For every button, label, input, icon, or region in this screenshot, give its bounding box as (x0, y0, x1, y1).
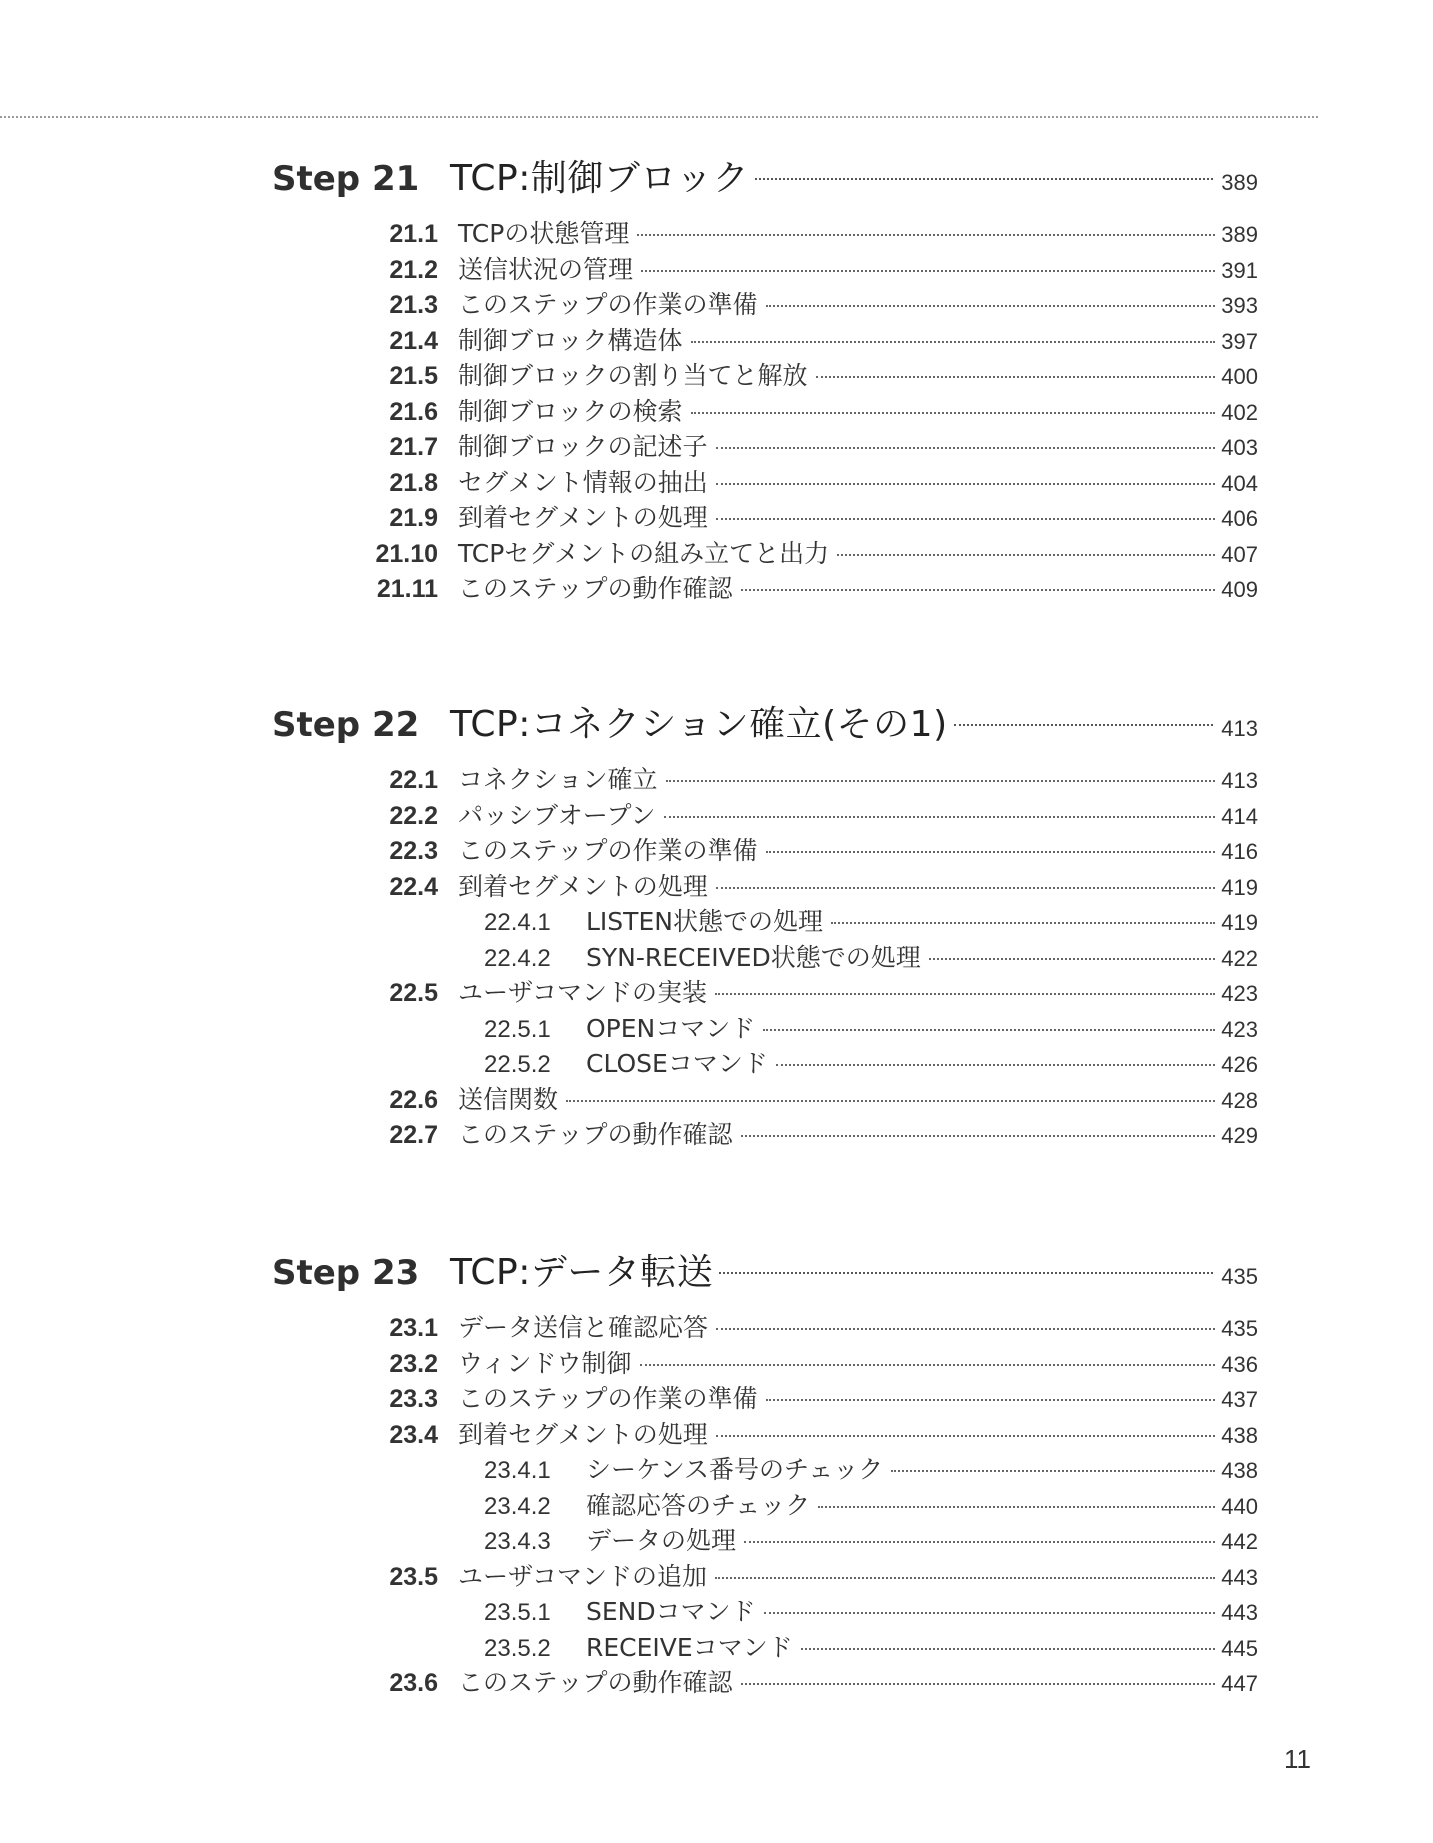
entry-page-number: 413 (1221, 768, 1258, 793)
toc-section-entry[interactable] (272, 392, 1258, 428)
dot-leader (766, 1399, 1216, 1401)
entry-page-number: 442 (1221, 1529, 1258, 1554)
entry-page-number: 400 (1221, 364, 1258, 389)
entry-number: 22.4 (389, 872, 438, 901)
entry-number: 23.4 (389, 1420, 438, 1449)
entry-page-number: 445 (1221, 1635, 1258, 1661)
entry-page-number: 406 (1221, 506, 1258, 531)
entry-page-number: 419 (1221, 910, 1258, 935)
entry-number: 21.6 (389, 397, 438, 426)
dot-leader (766, 851, 1216, 853)
entry-title: このステップの作業の準備 (458, 290, 758, 319)
toc-section-entry[interactable] (272, 867, 1258, 903)
entry-title: このステップの動作確認 (458, 574, 733, 603)
entry-page-number: 438 (1221, 1458, 1258, 1483)
entry-title: このステップの動作確認 (458, 1120, 733, 1149)
toc-section-entry[interactable] (272, 427, 1258, 463)
toc-section-entry[interactable] (272, 1308, 1258, 1344)
entry-page-number: 443 (1221, 1564, 1258, 1590)
toc-section-entry[interactable] (272, 1344, 1258, 1380)
toc-entry-list (272, 214, 1258, 605)
dot-leader (818, 1506, 1215, 1508)
entry-page-number: 403 (1221, 435, 1258, 460)
toc-step-section (272, 150, 1258, 605)
entry-title: 制御ブロック構造体 (458, 325, 683, 355)
dot-leader (801, 1648, 1216, 1650)
entry-number: 22.6 (389, 1085, 438, 1114)
entry-page-number: 391 (1221, 257, 1258, 283)
dot-leader (831, 922, 1215, 924)
entry-title: TCPの状態管理 (458, 219, 630, 248)
entry-page-number: 443 (1221, 1600, 1258, 1625)
dot-leader (716, 1435, 1216, 1437)
entry-title: このステップの作業の準備 (458, 836, 758, 865)
dot-leader (641, 270, 1215, 272)
entry-title: CLOSEコマンド (586, 1049, 768, 1078)
dot-leader (764, 1612, 1216, 1614)
entry-title: このステップの作業の準備 (458, 1384, 758, 1413)
toc-section-entry[interactable] (272, 569, 1258, 605)
step-heading[interactable] (272, 696, 1258, 750)
dot-leader (763, 1029, 1215, 1031)
dot-leader (715, 1577, 1215, 1579)
toc-section-entry[interactable] (272, 1080, 1258, 1116)
entry-title: 確認応答のチェック (586, 1490, 811, 1520)
entry-page-number: 402 (1221, 399, 1258, 425)
entry-title: データ送信と確認応答 (458, 1313, 709, 1342)
toc-section-entry[interactable] (272, 321, 1258, 357)
entry-page-number: 404 (1221, 470, 1258, 496)
entry-page-number: 438 (1221, 1422, 1258, 1448)
entry-number: 22.4.1 (484, 909, 551, 936)
dot-leader (719, 1272, 1213, 1274)
dot-leader (755, 178, 1213, 180)
entry-number: 21.4 (389, 326, 438, 355)
entry-page-number: 422 (1221, 945, 1258, 971)
dot-leader (716, 447, 1216, 449)
toc-step-section (272, 696, 1258, 1151)
entry-number: 23.6 (389, 1669, 438, 1697)
entry-number: 22.5 (389, 979, 438, 1007)
entry-title: 到着セグメントの処理 (458, 871, 708, 901)
entry-number: 23.5.2 (484, 1634, 551, 1662)
entry-number: 22.7 (389, 1121, 438, 1149)
dot-leader (816, 376, 1216, 378)
toc-section-entry[interactable] (272, 1663, 1258, 1699)
step-title: TCP:制御ブロック (450, 158, 750, 199)
toc-section-entry[interactable] (272, 1115, 1258, 1151)
dot-leader (716, 1328, 1215, 1330)
toc-section-entry[interactable] (272, 760, 1258, 796)
step-page-number: 389 (1221, 170, 1258, 195)
toc-section-entry[interactable] (272, 1379, 1258, 1415)
top-dotted-rule (0, 116, 1318, 118)
toc-section-entry[interactable] (272, 285, 1258, 321)
entry-number: 21.7 (389, 433, 438, 461)
dot-leader (741, 589, 1216, 591)
toc-section-entry[interactable] (272, 1415, 1258, 1451)
entry-title: 送信状況の管理 (458, 254, 634, 284)
entry-title: RECEIVEコマンド (586, 1632, 793, 1662)
toc-section-entry[interactable] (272, 973, 1258, 1009)
entry-page-number: 393 (1221, 293, 1258, 318)
dot-leader (776, 1064, 1215, 1066)
dot-leader (954, 724, 1214, 726)
dot-leader (837, 554, 1215, 556)
dot-leader (640, 1364, 1216, 1366)
toc-section-entry[interactable] (272, 534, 1258, 570)
toc-section-entry[interactable] (272, 250, 1258, 286)
entry-title: LISTEN状態での処理 (586, 907, 823, 936)
entry-number: 22.5.1 (484, 1015, 551, 1043)
dot-leader (691, 341, 1216, 343)
toc-subsection-entry[interactable] (272, 938, 1258, 974)
entry-title: シーケンス番号のチェック (586, 1455, 884, 1484)
entry-title: SYN-RECEIVED状態での処理 (586, 942, 921, 972)
entry-page-number: 426 (1221, 1052, 1258, 1077)
entry-number: 22.3 (389, 837, 438, 865)
entry-title: ウィンドウ制御 (458, 1348, 632, 1378)
entry-number: 21.2 (389, 255, 438, 284)
entry-title: このステップの動作確認 (458, 1668, 733, 1697)
entry-title: ユーザコマンドの追加 (458, 1561, 708, 1591)
entry-title: 制御ブロックの割り当てと解放 (458, 361, 808, 390)
entry-page-number: 397 (1221, 328, 1258, 354)
toc-section-entry[interactable] (272, 831, 1258, 867)
toc-section-entry[interactable] (272, 214, 1258, 250)
entry-page-number: 429 (1221, 1123, 1258, 1148)
dot-leader (766, 305, 1216, 307)
entry-page-number: 407 (1221, 541, 1258, 567)
dot-leader (716, 483, 1216, 485)
toc-subsection-entry[interactable] (272, 1450, 1258, 1486)
dot-leader (664, 816, 1216, 818)
dot-leader (566, 1100, 1215, 1102)
step-title: TCP:データ転送 (450, 1252, 714, 1293)
toc-subsection-entry[interactable] (272, 1592, 1258, 1628)
dot-leader (744, 1541, 1215, 1543)
entry-title: 制御ブロックの検索 (458, 396, 683, 426)
entry-page-number: 423 (1221, 1016, 1258, 1042)
entry-number: 21.1 (389, 220, 438, 248)
entry-title: SENDコマンド (586, 1597, 756, 1626)
dot-leader (929, 958, 1215, 960)
toc-section-entry[interactable] (272, 463, 1258, 499)
entry-page-number: 423 (1221, 981, 1258, 1006)
dot-leader (715, 993, 1215, 995)
entry-title: TCPセグメントの組み立てと出力 (458, 538, 830, 568)
entry-title: セグメント情報の抽出 (458, 467, 708, 497)
entry-number: 21.3 (389, 291, 438, 319)
entry-number: 22.5.2 (484, 1051, 551, 1078)
toc-section-entry[interactable] (272, 1557, 1258, 1593)
toc-subsection-entry[interactable] (272, 902, 1258, 938)
step-label: Step 22 (272, 705, 420, 745)
dot-leader (741, 1683, 1216, 1685)
page-number: 11 (1284, 1744, 1311, 1774)
toc-subsection-entry[interactable] (272, 1044, 1258, 1080)
entry-title: 送信関数 (458, 1084, 559, 1114)
step-heading[interactable] (272, 150, 1258, 204)
entry-page-number: 428 (1221, 1087, 1258, 1113)
entry-page-number: 436 (1221, 1351, 1258, 1377)
entry-number: 23.4.2 (484, 1492, 551, 1520)
entry-number: 22.4.2 (484, 944, 551, 972)
entry-number: 23.5 (389, 1562, 438, 1591)
entry-number: 21.10 (375, 539, 438, 568)
entry-page-number: 416 (1221, 839, 1258, 864)
entry-page-number: 435 (1221, 1316, 1258, 1341)
toc-section-entry[interactable] (272, 796, 1258, 832)
entry-number: 23.3 (389, 1385, 438, 1413)
dot-leader (716, 518, 1216, 520)
entry-page-number: 414 (1221, 803, 1258, 829)
entry-number: 23.4.1 (484, 1457, 551, 1484)
dot-leader (666, 780, 1216, 782)
entry-number: 23.1 (389, 1314, 438, 1342)
entry-title: ユーザコマンドの実装 (458, 978, 708, 1007)
toc-subsection-entry[interactable] (272, 1009, 1258, 1045)
step-title: TCP:コネクション確立(その1) (450, 704, 948, 745)
entry-title: データの処理 (586, 1526, 737, 1555)
dot-leader (891, 1470, 1215, 1472)
toc-entry-list (272, 1308, 1258, 1699)
dot-leader (691, 412, 1216, 414)
entry-page-number: 419 (1221, 874, 1258, 900)
step-label: Step 21 (272, 159, 420, 199)
entry-number: 21.9 (389, 504, 438, 532)
step-label: Step 23 (272, 1253, 420, 1293)
entry-number: 22.1 (389, 766, 438, 794)
toc-entry-list (272, 760, 1258, 1151)
toc-section-entry[interactable] (272, 498, 1258, 534)
toc-subsection-entry[interactable] (272, 1628, 1258, 1664)
entry-page-number: 437 (1221, 1387, 1258, 1412)
dot-leader (637, 234, 1215, 236)
entry-page-number: 447 (1221, 1671, 1258, 1696)
entry-number: 21.5 (389, 362, 438, 390)
dot-leader (716, 887, 1216, 889)
step-page-number: 413 (1221, 716, 1258, 741)
entry-number: 23.5.1 (484, 1599, 551, 1626)
step-page-number: 435 (1221, 1264, 1258, 1289)
toc-subsection-entry[interactable] (272, 1486, 1258, 1522)
entry-title: コネクション確立 (458, 765, 658, 794)
entry-title: 到着セグメントの処理 (458, 503, 708, 532)
entry-page-number: 409 (1221, 577, 1258, 602)
entry-page-number: 389 (1221, 222, 1258, 247)
entry-number: 21.8 (389, 468, 438, 497)
entry-number: 21.11 (376, 575, 438, 603)
dot-leader (741, 1135, 1216, 1137)
entry-title: パッシブオープン (458, 800, 656, 830)
entry-page-number: 440 (1221, 1493, 1258, 1519)
toc-section-entry[interactable] (272, 356, 1258, 392)
toc-subsection-entry[interactable] (272, 1521, 1258, 1557)
entry-number: 23.2 (389, 1349, 438, 1378)
entry-title: 制御ブロックの記述子 (458, 432, 708, 461)
entry-title: OPENコマンド (586, 1013, 756, 1043)
entry-number: 22.2 (389, 801, 438, 830)
toc-step-section (272, 1244, 1258, 1699)
entry-title: 到着セグメントの処理 (458, 1419, 708, 1449)
entry-number: 23.4.3 (484, 1528, 551, 1555)
step-heading[interactable] (272, 1244, 1258, 1298)
